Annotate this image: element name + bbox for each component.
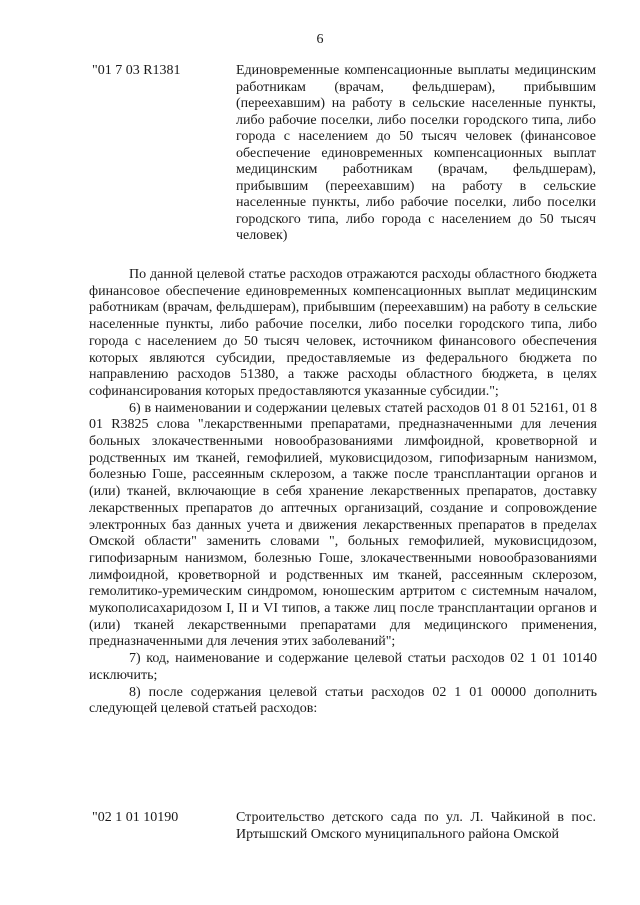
budget-entry-1-description: Единовременные компенсационные выплаты медицинским работникам (врачам, фельдшерам), прибывшим (переехавшим) на работу в сельские населенные пункты, либо рабочие поселки, либо поселки городского типа, либо города с населением до 50 тысяч человек (финансовое обеспечение единовременных компенсационных выплат медицинским работникам (врачам, фельдшерам), прибывшим (переехавшим) на работу в сельские населенные пункты, либо рабочие поселки, либо поселки городского типа, либо города с населением до 50 тысяч человек) xyxy=(236,63,596,243)
budget-code-entry-1: "01 7 03 R1381 xyxy=(92,63,181,78)
budget-entry-2-description: Строительство детского сада по ул. Л. Чайкиной в пос. Иртышский Омского муниципального района Омской xyxy=(236,810,596,842)
budget-code-entry-2: "02 1 01 10190 xyxy=(92,810,179,825)
document-body xyxy=(89,267,597,718)
page-number: 6 xyxy=(316,32,324,47)
paragraph-item-7: 7) код, наименование и содержание целевой статьи расходов 02 1 01 10140 исключить; xyxy=(89,651,597,683)
paragraph-item-8: 8) после содержания целевой статьи расходов 02 1 01 00000 дополнить следующей целевой статьей расходов: xyxy=(89,684,597,717)
paragraph-description: По данной целевой статье расходов отражаются расходы областного бюджета финансовое обеспечение единовременных компенсационных выплат медицинским работникам (врачам, фельдшерам), прибывшим (переехавшим) на работу в сельские населенные пункты, либо рабочие поселки, либо поселки городского типа, либо города с населением до 50 тысяч человек, источником финансового обеспечения которых являются субсидии, предоставляемые из федерального бюджета по направлению расходов 51380, а также расходы областного бюджета, в целях софинансирования которых предоставляются указанные субсидии."; xyxy=(89,267,597,399)
paragraph-item-6: 6) в наименовании и содержании целевых статей расходов 01 8 01 52161, 01 8 01 R3825 слова "лекарственными препаратами, предназначенными для лечения больных злокачественными новообразованиями лимфоидной, кроветворной и родственных им тканей, гемофилией, муковисцидозом, гипофизарным нанизмом, болезнью Гоше, рассеянным склерозом, а также после трансплантации органов и (или) тканей, включающие в себя хранение лекарственных препаратов, доставку лекарственных препаратов до аптечных организаций, создание и сопровождение электронных баз данных учета и движения лекарственных препаратов в пределах Омской области" заменить словами ", больных гемофилией, муковисцидозом, гипофизарным нанизмом, болезнью Гоше, злокачественными новообразованиями лимфоидной, кроветворной и родственных им тканей, рассеянным склерозом, гемолитико-уремическим синдромом, юношеским артритом с системным началом, мукополисахаридозом I, II и VI типов, а также лиц после трансплантации органов и (или) тканей лекарственными препаратами для медицинского применения, предназначенными для лечения этих заболеваний"; xyxy=(89,400,597,650)
